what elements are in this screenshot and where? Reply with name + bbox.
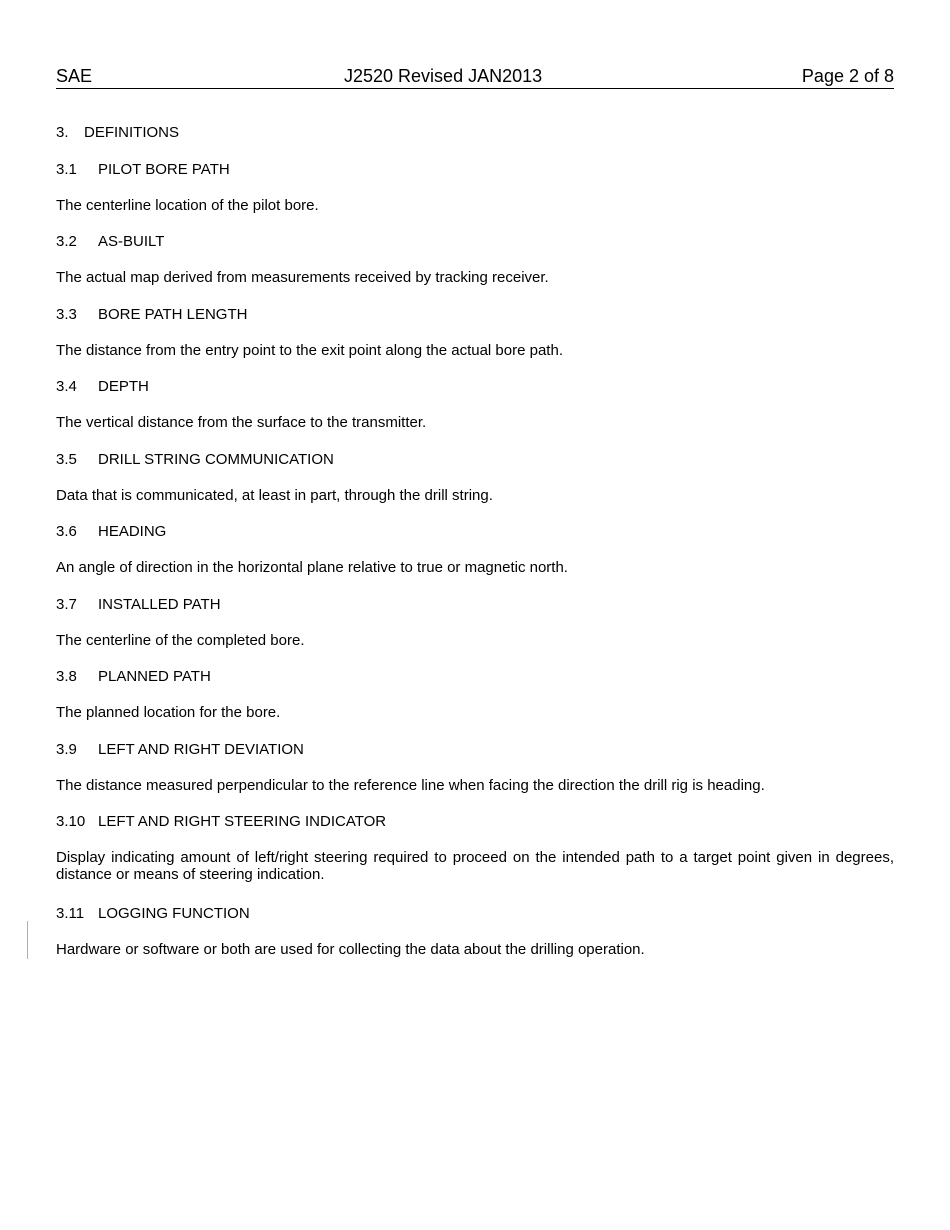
revision-change-bar bbox=[27, 921, 28, 959]
definition-heading bbox=[56, 741, 894, 761]
definition-number: 3.8 bbox=[56, 668, 77, 685]
definition-entry bbox=[56, 668, 894, 721]
definition-heading bbox=[56, 813, 894, 833]
definition-heading bbox=[56, 378, 894, 398]
section-heading bbox=[56, 124, 179, 141]
definition-text: The actual map derived from measurements received by tracking receiver. bbox=[56, 269, 549, 286]
definition-term: BORE PATH LENGTH bbox=[98, 306, 248, 323]
definition-heading bbox=[56, 596, 894, 616]
definition-text: The distance measured perpendicular to the reference line when facing the direction the drill rig is heading. bbox=[56, 777, 765, 794]
definition-number: 3.3 bbox=[56, 306, 77, 323]
definition-text: Display indicating amount of left/right steering required to proceed on the intended path to a target point given in degrees, distance or means of steering indication. bbox=[56, 849, 894, 883]
definition-term: LOGGING FUNCTION bbox=[98, 905, 250, 922]
definition-entry bbox=[56, 233, 894, 286]
definition-number: 3.1 bbox=[56, 161, 77, 178]
definition-heading bbox=[56, 161, 894, 181]
header-page-number: Page 2 of 8 bbox=[801, 66, 894, 86]
definition-term: AS-BUILT bbox=[98, 233, 165, 250]
definition-text: The distance from the entry point to the exit point along the actual bore path. bbox=[56, 342, 563, 359]
definition-number: 3.10 bbox=[56, 813, 86, 830]
definition-term: PILOT BORE PATH bbox=[98, 161, 230, 178]
definition-term: DEPTH bbox=[98, 378, 149, 395]
definition-text: An angle of direction in the horizontal plane relative to true or magnetic north. bbox=[56, 559, 568, 576]
page-header bbox=[56, 66, 894, 89]
definition-text: The centerline of the completed bore. bbox=[56, 632, 305, 649]
definition-number: 3.4 bbox=[56, 378, 77, 395]
header-document-id: J2520 Revised JAN2013 bbox=[344, 66, 543, 86]
definition-entry bbox=[56, 306, 894, 359]
definition-text: The centerline location of the pilot bore. bbox=[56, 197, 319, 214]
definition-term: LEFT AND RIGHT STEERING INDICATOR bbox=[98, 813, 387, 830]
definition-term: HEADING bbox=[98, 523, 167, 540]
definition-term: PLANNED PATH bbox=[98, 668, 211, 685]
section-title: DEFINITIONS bbox=[84, 124, 180, 141]
definition-entry bbox=[56, 523, 894, 576]
definition-number: 3.11 bbox=[56, 905, 85, 922]
definition-entry bbox=[56, 596, 894, 649]
definition-number: 3.7 bbox=[56, 596, 77, 613]
definition-text: Data that is communicated, at least in part, through the drill string. bbox=[56, 487, 493, 504]
definition-heading bbox=[56, 668, 894, 688]
definition-heading bbox=[56, 306, 894, 326]
definition-heading bbox=[56, 233, 894, 253]
definition-number: 3.9 bbox=[56, 741, 77, 758]
definition-term: INSTALLED PATH bbox=[98, 596, 221, 613]
section-number: 3. bbox=[56, 124, 69, 141]
definition-entry bbox=[56, 905, 894, 958]
definition-heading bbox=[56, 905, 894, 925]
definition-number: 3.6 bbox=[56, 523, 77, 540]
definition-entry bbox=[56, 451, 894, 504]
definition-text: Hardware or software or both are used for collecting the data about the drilling operation. bbox=[56, 941, 645, 958]
definition-number: 3.2 bbox=[56, 233, 77, 250]
definition-number: 3.5 bbox=[56, 451, 77, 468]
definition-entry bbox=[56, 813, 894, 883]
definition-text: The planned location for the bore. bbox=[56, 704, 281, 721]
definition-entry bbox=[56, 378, 894, 431]
definition-text: The vertical distance from the surface to the transmitter. bbox=[56, 414, 427, 431]
definition-heading bbox=[56, 451, 894, 471]
header-org: SAE bbox=[56, 66, 93, 86]
definition-term: DRILL STRING COMMUNICATION bbox=[98, 451, 334, 468]
definition-heading bbox=[56, 523, 894, 543]
definition-entry bbox=[56, 161, 894, 214]
definition-term: LEFT AND RIGHT DEVIATION bbox=[98, 741, 304, 758]
definition-entry bbox=[56, 741, 894, 794]
